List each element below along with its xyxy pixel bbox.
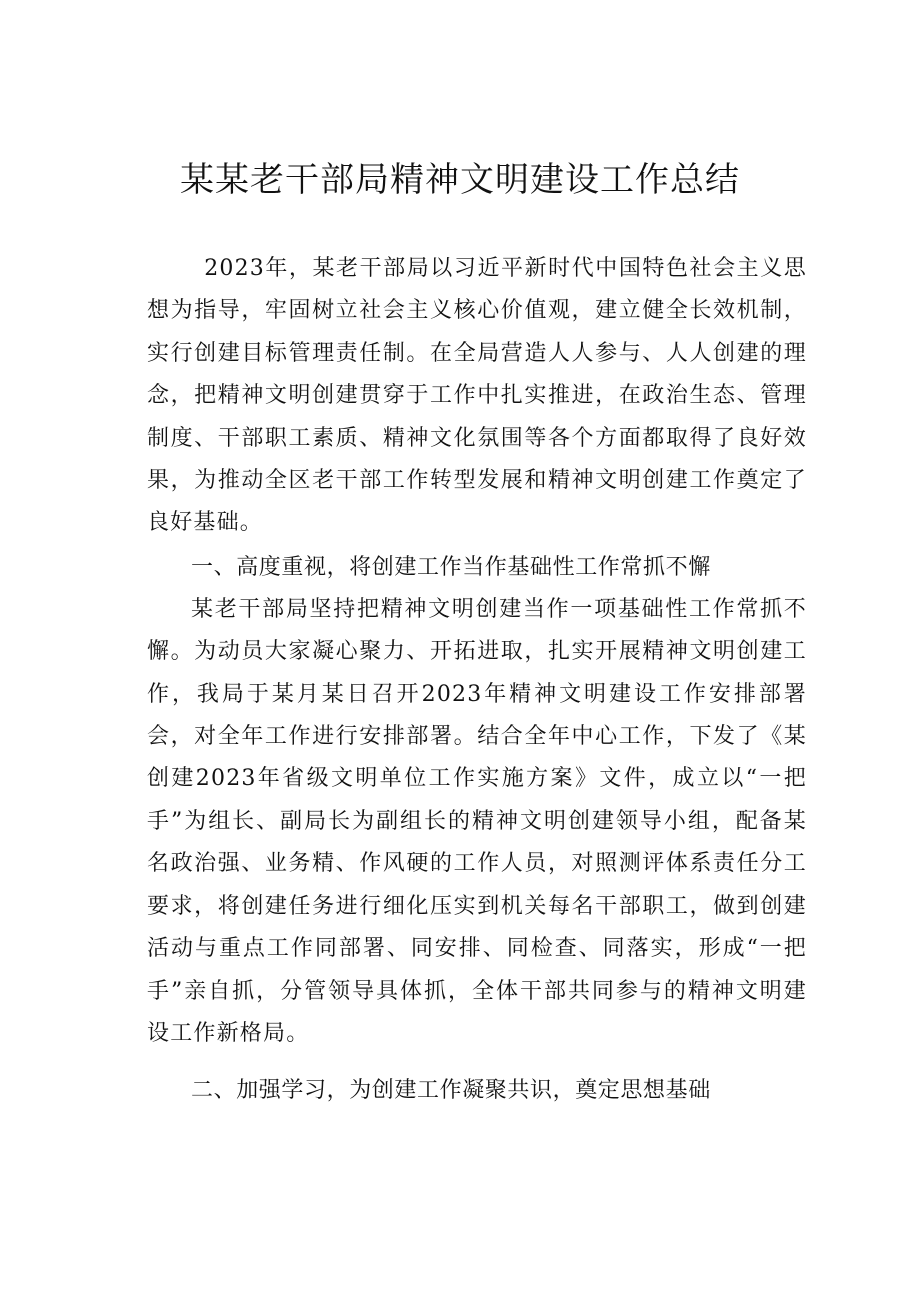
document-title: 某某老干部局精神文明建设工作总结 <box>180 160 740 200</box>
document-body <box>147 248 807 1112</box>
section-heading-1: 一、高度重视，将创建工作当作基础性工作常抓不懈 <box>191 554 711 580</box>
section-heading-2: 二、加强学习，为创建工作凝聚共识，奠定思想基础 <box>191 1078 711 1104</box>
section-paragraph-1: 某老干部局坚持把精神文明创建当作一项基础性工作常抓不懈。为动员大家凝心聚力、开拓进取，扎实开展精神文明创建工作，我局于某月某日召开2023年精神文明建设工作安排部署会，对全年工作进行安排部署。结合全年中心工作，下发了《某创建2023年省级文明单位工作实施方案》文件，成立以“一把手”为组长、副局长为副组长的精神文明创建领导小组，配备某名政治强、业务精、作风硬的工作人员，对照测评体系责任分工要求，将创建任务进行细化压实到机关每名干部职工，做到创建活动与重点工作同部署、同安排、同检查、同落实，形成“一把手”亲自抓，分管领导具体抓，全体干部共同参与的精神文明建设工作新格局。 <box>147 596 807 1046</box>
intro-paragraph: 2023年，某老干部局以习近平新时代中国特色社会主义思想为指导，牢固树立社会主义核心价值观，建立健全长效机制，实行创建目标管理责任制。在全局营造人人参与、人人创建的理念，把精神文明创建贯穿于工作中扎实推进，在政治生态、管理制度、干部职工素质、精神文化氛围等各个方面都取得了良好效果，为推动全区老干部工作转型发展和精神文明创建工作奠定了良好基础。 <box>147 256 807 536</box>
